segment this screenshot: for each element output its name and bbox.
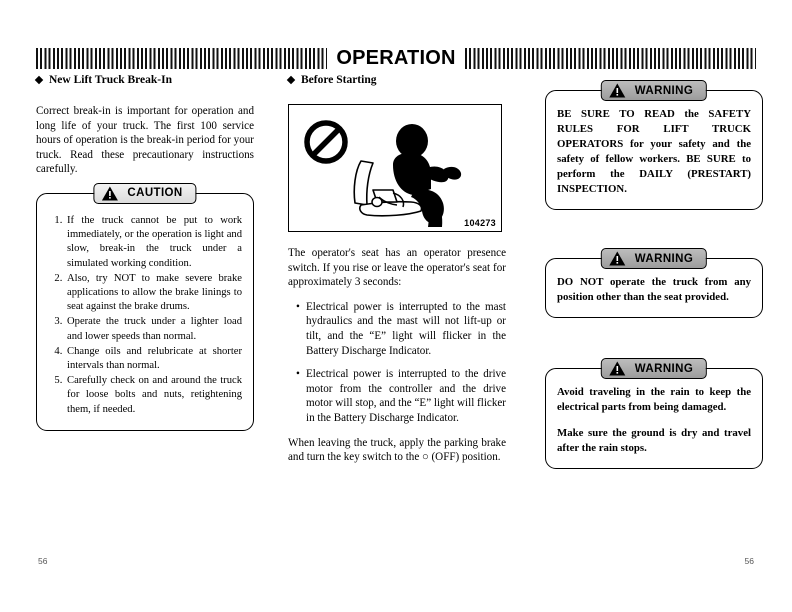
caution-tab-label: CAUTION bbox=[127, 187, 183, 200]
list-item: 5. Carefully check on and around the truck for loose bolts and nuts, retightening them, if needed. bbox=[65, 374, 242, 417]
warning-box-seat-position bbox=[545, 252, 763, 318]
warning-triangle-icon bbox=[101, 186, 118, 201]
warning-triangle-icon bbox=[609, 251, 626, 266]
header-bar-pattern-left bbox=[36, 48, 327, 69]
warning-triangle-icon bbox=[609, 83, 626, 98]
warning-triangle-icon bbox=[609, 361, 626, 376]
figure-id-label: 104273 bbox=[464, 218, 496, 228]
left-column bbox=[36, 74, 254, 431]
page-number-left: 56 bbox=[38, 556, 48, 566]
page-header-band bbox=[36, 46, 756, 70]
list-item: 2. Also, try NOT to make severe brake applications to allow the brake linings to seat against the brake drums. bbox=[65, 272, 242, 315]
page-number-right: 56 bbox=[744, 556, 754, 566]
caution-list bbox=[48, 214, 242, 417]
operator-seat-illustration bbox=[288, 104, 502, 232]
list-item: • Electrical power is interrupted to the drive motor from the controller and the drive motor will stop, and the “E” light will flicker in the Battery Discharge Indicator. bbox=[299, 367, 506, 425]
list-item: 3. Operate the truck under a lighter load and lower speeds than normal. bbox=[65, 315, 242, 343]
warning-text: BE SURE TO READ the SAFETY RULES FOR LIFT TRUCK OPERATORS for your safety and the safety of fellow workers. BE SURE to perform the DAILY (PRESTART) INSPECTION. bbox=[557, 108, 751, 195]
section-heading-before-starting bbox=[288, 74, 506, 86]
warning-tab-label: WARNING bbox=[634, 252, 694, 265]
break-in-intro-text: Correct break-in is important for operation and long life of your truck. The first 100 service hours of operation is the break-in period for your truck. Read these precautionary instructions carefully. bbox=[36, 105, 254, 176]
section-heading-break-in bbox=[36, 74, 254, 86]
right-column bbox=[545, 74, 763, 469]
caution-box bbox=[36, 187, 254, 431]
diamond-bullet-icon bbox=[35, 76, 43, 84]
warning-text: Make sure the ground is dry and travel after the rain stops. bbox=[557, 427, 751, 454]
center-column bbox=[288, 74, 506, 475]
warning-tab-label: WARNING bbox=[634, 362, 694, 375]
header-bar-pattern-right bbox=[465, 48, 756, 69]
list-item: 1. If the truck cannot be put to work immediately, or the operation is light and slow, break-in the truck under a simulated working condition. bbox=[65, 214, 242, 271]
section-heading-label: New Lift Truck Break-In bbox=[49, 74, 172, 86]
warning-tab-label: WARNING bbox=[634, 84, 694, 97]
illustration-graphic bbox=[289, 105, 501, 231]
list-item: • Electrical power is interrupted to the mast hydraulics and the mast will not lift-up or tilt, and the “E” light will flicker in the Battery Discharge Indicator. bbox=[299, 300, 506, 358]
warning-box-rain bbox=[545, 362, 763, 469]
section-heading-label: Before Starting bbox=[301, 74, 377, 86]
seat-switch-effects-list bbox=[288, 300, 506, 426]
warning-box-safety-rules bbox=[545, 84, 763, 210]
warning-tab bbox=[601, 80, 707, 101]
diamond-bullet-icon bbox=[287, 76, 295, 84]
warning-text: DO NOT operate the truck from any position other than the seat provided. bbox=[557, 276, 751, 303]
prohibition-sign-icon bbox=[307, 123, 345, 161]
leaving-truck-text: When leaving the truck, apply the parking brake and turn the key switch to the ○ (OFF) position. bbox=[288, 436, 506, 464]
list-item: 4. Change oils and relubricate at shorter intervals than normal. bbox=[65, 345, 242, 373]
page-title: OPERATION bbox=[336, 46, 456, 69]
caution-tab bbox=[93, 183, 196, 204]
warning-text: Avoid traveling in the rain to keep the electrical parts from being damaged. bbox=[557, 386, 751, 413]
warning-tab bbox=[601, 248, 707, 269]
seat-switch-intro-text: The operator's seat has an operator presence switch. If you rise or leave the operator's seat for approximately 3 seconds: bbox=[288, 247, 506, 289]
warning-tab bbox=[601, 358, 707, 379]
